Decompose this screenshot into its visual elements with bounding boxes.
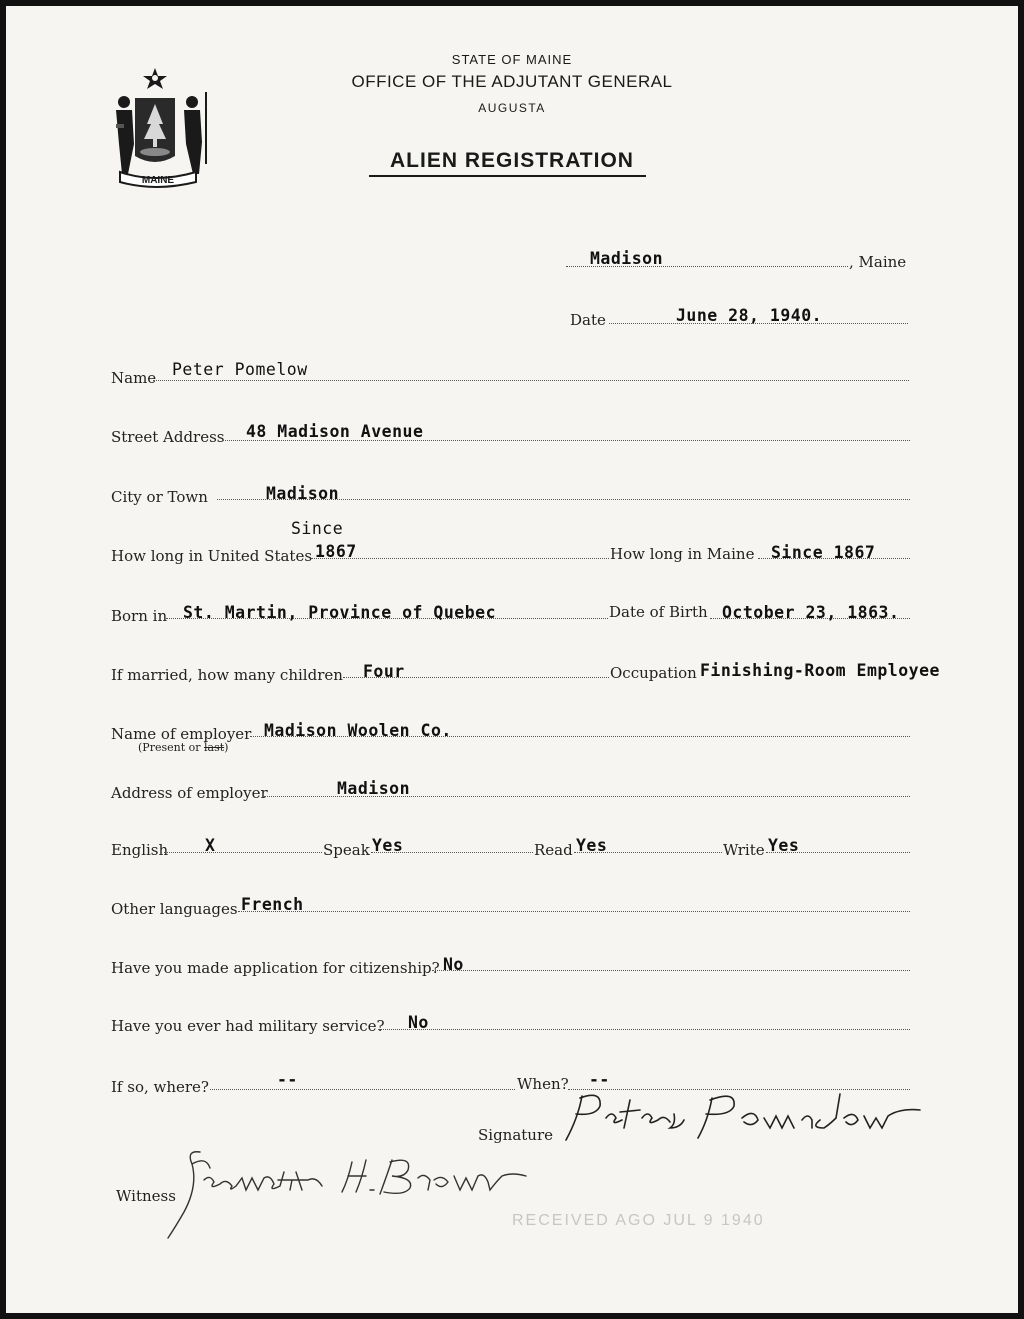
employer-note-struck: last — [204, 741, 225, 754]
speak-label: Speak — [323, 841, 370, 859]
when-label: When? — [517, 1075, 569, 1093]
date-of-birth-label: Date of Birth — [609, 603, 708, 621]
name-line — [153, 380, 909, 381]
employer-value: Madison Woolen Co. — [264, 721, 452, 740]
military-value: No — [408, 1013, 429, 1032]
header-city: AUGUSTA — [478, 101, 546, 115]
title-underline — [369, 175, 646, 177]
street-address-label: Street Address — [111, 428, 225, 446]
received-stamp: RECEIVED AGO JUL 9 1940 — [512, 1212, 765, 1229]
military-line — [378, 1029, 910, 1030]
page-title: ALIEN REGISTRATION — [390, 149, 634, 172]
employer-note-close: ) — [224, 741, 229, 754]
place-suffix: , Maine — [849, 253, 907, 271]
city-label: City or Town — [111, 488, 208, 506]
when-value: -- — [589, 1070, 610, 1089]
other-languages-value: French — [241, 895, 304, 914]
place-value: Madison — [590, 249, 664, 268]
us-since-note: Since — [291, 519, 344, 538]
street-address-value: 48 Madison Avenue — [246, 422, 424, 441]
english-line — [164, 852, 322, 853]
children-label: If married, how many children — [111, 666, 343, 684]
occupation-value: Finishing-Room Employee — [700, 661, 940, 680]
citizenship-value: No — [443, 955, 464, 974]
name-value: Peter Pomelow — [172, 360, 308, 379]
other-languages-line — [238, 911, 910, 912]
read-value: Yes — [576, 836, 608, 855]
seal-banner-text: MAINE — [141, 175, 175, 186]
signature-label: Signature — [478, 1126, 554, 1144]
speak-value: Yes — [372, 836, 404, 855]
where-value: -- — [277, 1070, 298, 1089]
where-label: If so, where? — [111, 1078, 209, 1096]
employer-note — [138, 742, 228, 753]
military-label: Have you ever had military service? — [111, 1017, 385, 1035]
citizenship-line — [432, 970, 910, 971]
how-long-us-label: How long in United States — [111, 547, 313, 565]
write-value: Yes — [768, 836, 800, 855]
english-label: English — [111, 841, 169, 859]
read-label: Read — [534, 841, 573, 859]
born-in-label: Born in — [111, 607, 168, 625]
employer-note-open: (Present or — [138, 741, 201, 754]
born-in-value: St. Martin, Province of Quebec — [183, 603, 497, 622]
children-value: Four — [363, 662, 405, 681]
name-label: Name — [111, 369, 157, 387]
date-value: June 28, 1940. — [676, 306, 823, 325]
write-label: Write — [723, 841, 765, 859]
applicant-signature — [540, 1088, 930, 1152]
date-label: Date — [570, 311, 606, 329]
how-long-us-value: 1867 — [315, 542, 357, 561]
how-long-maine-label: How long in Maine — [610, 545, 755, 563]
witness-label: Witness — [116, 1187, 176, 1205]
employer-label: Name of employer — [111, 725, 252, 743]
witness-signature — [166, 1146, 586, 1246]
city-value: Madison — [266, 484, 340, 503]
where-line — [210, 1089, 515, 1090]
header-office: OFFICE OF THE ADJUTANT GENERAL — [351, 72, 673, 91]
employer-address-label: Address of employer — [111, 784, 268, 802]
citizenship-label: Have you made application for citizenship? — [111, 959, 440, 977]
english-value: X — [205, 836, 216, 855]
header-state: STATE OF MAINE — [451, 52, 573, 67]
occupation-label: Occupation — [610, 664, 697, 682]
employer-address-value: Madison — [337, 779, 411, 798]
date-of-birth-value: October 23, 1863. — [722, 603, 900, 622]
how-long-maine-value: Since 1867 — [771, 543, 876, 562]
other-languages-label: Other languages — [111, 900, 238, 918]
